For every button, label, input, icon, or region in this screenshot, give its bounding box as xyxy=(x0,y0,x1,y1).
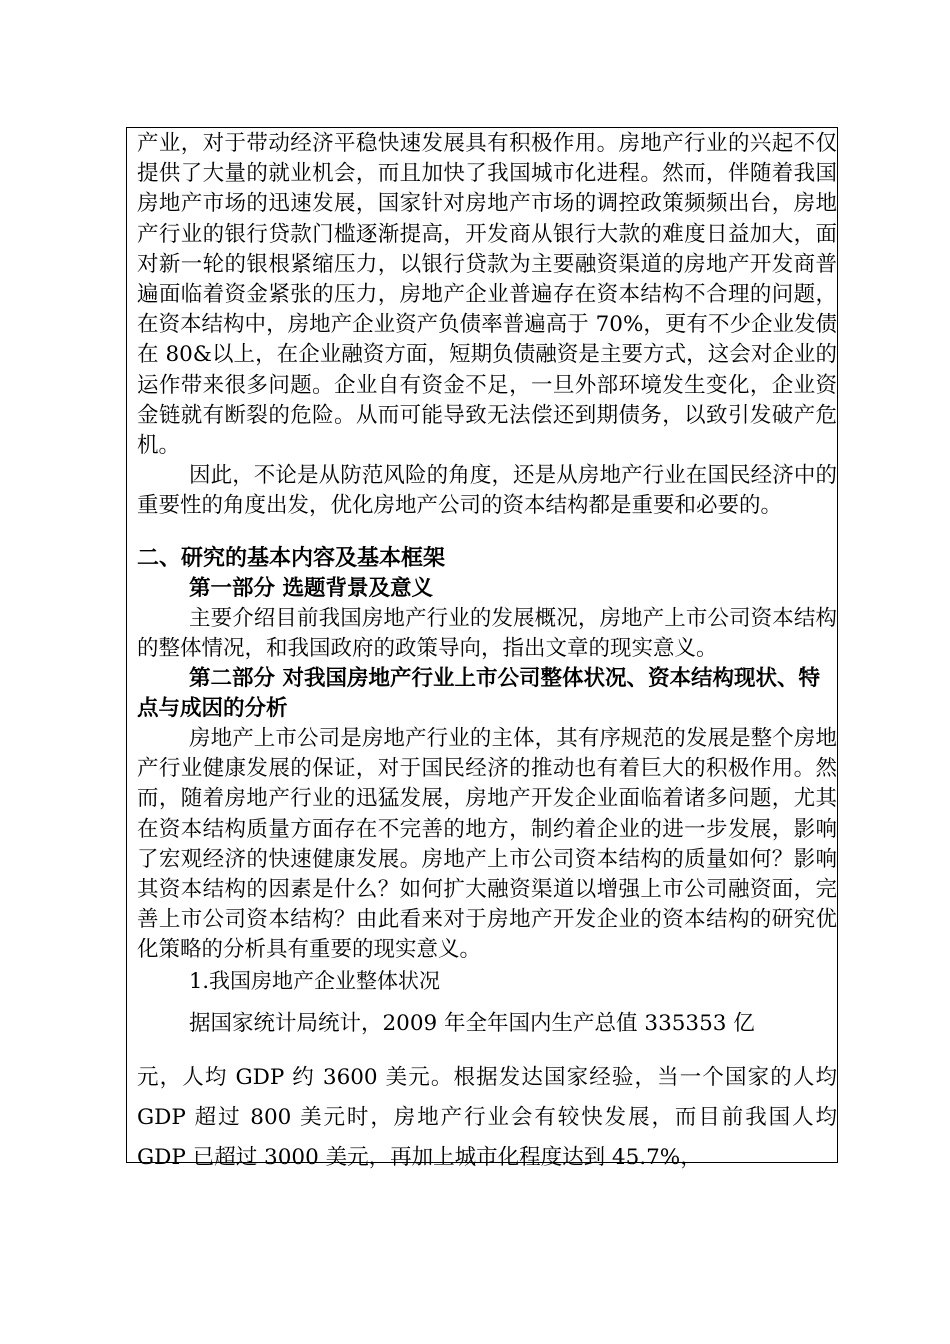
paragraph-conclusion: 因此，不论是从防范风险的角度，还是从房地产行业在国民经济中的重要性的角度出发，优化房地产公司的资本结构都是重要和必要的。 xyxy=(137,463,837,519)
part1-text: 主要介绍目前我国房地产行业的发展概况，房地产上市公司资本结构的整体情况，和我国政府的政策导向，指出文章的现实意义。 xyxy=(137,605,837,661)
part2-text: 房地产上市公司是房地产行业的主体，其有序规范的发展是整个房地产行业健康发展的保证，对于国民经济的推动也有着巨大的积极作用。然而，随着房地产行业的迅猛发展，房地产开发企业面临着诸多问题，尤其在资本结构质量方面存在不完善的地方，制约着企业的进一步发展，影响了宏观经济的快速健康发展。房地产上市公司资本结构的质量如何？影响其资本结构的因素是什么？如何扩大融资渠道以增强上市公司融资面，完善上市公司资本结构？由此看来对于房地产开发企业的资本结构的研究优化策略的分析具有重要的现实意义。 xyxy=(137,726,837,963)
spacer xyxy=(137,522,837,544)
list-item-1: 1.我国房地产企业整体状况 xyxy=(189,968,441,993)
stats-line-1: 据国家统计局统计，2009 年全年国内生产总值 335353 亿 xyxy=(189,1010,755,1036)
document-body xyxy=(137,129,837,1178)
paragraph-intro: 产业，对于带动经济平稳快速发展具有积极作用。房地产行业的兴起不仅提供了大量的就业机会，而且加快了我国城市化进程。然而，伴随着我国房地产市场的迅速发展，国家针对房地产市场的调控政策频频出台，房地产行业的银行贷款门槛逐渐提高，开发商从银行大款的难度日益加大，面对新一轮的银根紧缩压力，以银行贷款为主要融资渠道的房地产开发商普遍面临着资金紧张的压力，房地产企业普遍存在资本结构不合理的问题，在资本结构中，房地产企业资产负债率普遍高于 70%，更有不少企业发债在 80&以上，在企业融资方面，短期负债融资是主要方式，这会对企业的运作带来很多问题。企业自有资金不足，一旦外部环境发生变化，企业资金链就有断裂的危险。从而可能导致无法偿还到期债务，以致引发破产危机。 xyxy=(137,131,837,459)
part1-title: 第一部分 选题背景及意义 xyxy=(189,575,433,601)
part2-title: 第二部分 对我国房地产行业上市公司整体状况、资本结构现状、特点与成因的分析 xyxy=(137,666,820,722)
section-heading: 二、研究的基本内容及基本框架 xyxy=(137,545,446,571)
stats-paragraph: 元，人均 GDP 约 3600 美元。根据发达国家经验，当一个国家的人均 GDP 超过 800 美元时，房地产行业会有较快发展，而目前我国人均 GDP 已超过 3000 美元，再加上城市化程度达到 45.7%， xyxy=(137,1064,837,1170)
